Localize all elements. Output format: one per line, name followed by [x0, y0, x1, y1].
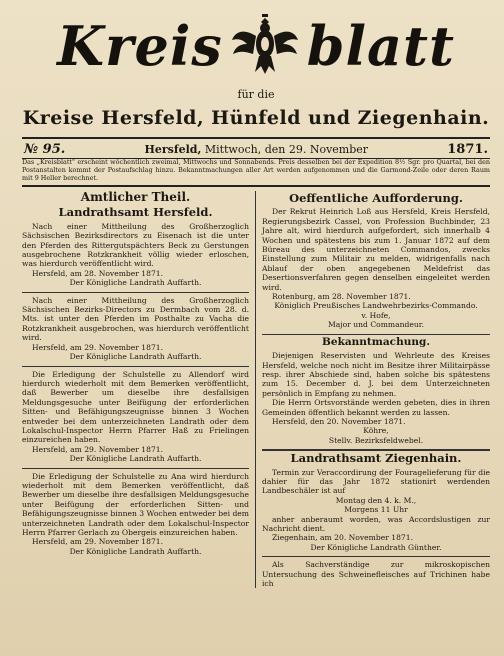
- office-title: Landrathsamt Hersfeld.: [58, 205, 213, 220]
- notice-4-text: Die Erledigung der Schulstelle zu Ana wird hierdurch wiederholt mit dem Bemerken veröffentlicht, daß Bewerber um dieselbe ihre desfallsigen Meldungsgesuche unter Beifügung der erforderlichen Sitten- und Befähigungszeugnisse binnen 3 Wochen entweder bei dem unterzeichneten Landrath oder dem Lokalschul-Inspector Herrn Pfarrer Gerlach zu Obergeis einzureichen haben.: [22, 471, 249, 537]
- bekanntmachung-signature-2: Stellv. Bezirksfeldwebel.: [328, 435, 424, 445]
- bekanntmachung-text-2: Die Herrn Ortsvorstände werden gebeten, dies in ihren Gemeinden öffentlich bekannt werden zu lassen.: [262, 398, 490, 417]
- notice-3-text: Die Erledigung der Schulstelle zu Allendorf wird hierdurch wiederholt mit dem Bemerken veröffentlicht, daß Bewerber um dieselbe ihre desfallsigen Meldungsgesuche unter Beifügung der erforderlichen Sitten- und Befähigungszeugnisse binnen 3 Wochen entweder bei dem unterzeichneten Landrath oder dem Lokalschul-Inspector Herrn Pfarrer Haß zu Frielingen einzureichen haben.: [22, 369, 249, 445]
- title-row: [22, 6, 490, 86]
- ziegenhain-signature: Der Königliche Landrath Günther.: [310, 542, 442, 552]
- aufforderung-signature-3: Major und Commandeur.: [328, 320, 424, 330]
- left-column: [22, 191, 256, 588]
- section-title: Amtlicher Theil.: [80, 190, 191, 204]
- bekanntmachung-signature-1: Köhre,: [363, 426, 389, 436]
- ziegenhain-when-1: Montag den 4. k. M.,: [335, 495, 417, 505]
- date-place: [145, 143, 369, 156]
- subscription-notice: Das „Kreisblatt" erscheint wöchentlich zweimal, Mittwochs und Sonnabends. Preis desselben bei der Expedition 8½ Sgr. pro Quartal, bei den Postanstalten kommt der Postaufschlag hinzu. Bekanntmachungen aller Art werden aufgenommen und die Garmond-Zeile oder deren Raum mit 9 Heller berechnet.: [22, 156, 490, 187]
- columns: [22, 191, 490, 588]
- divider: [22, 468, 249, 469]
- ziegenhain-text: Termin zur Veraccordirung der Fouragelieferung für die dahier für das Jahr 1872 stationirt werdenden Landbeschäler ist auf: [262, 467, 490, 496]
- kreise-line: Kreise Hersfeld, Hünfeld und Ziegenhain.: [22, 107, 490, 129]
- eagle-icon: [229, 10, 301, 82]
- ziegenhain-text-2: anher anberaumt worden, was Accordslustigen zur Nachricht dient.: [262, 514, 490, 533]
- dateline: [22, 137, 490, 159]
- notice-3-date: Hersfeld, am 29. November 1871.: [32, 444, 164, 454]
- heading-bekanntmachung: Bekanntmachung.: [322, 335, 430, 348]
- right-column: [256, 191, 490, 588]
- aufforderung-text: Der Rekrut Heinrich Loß aus Hersfeld, Kreis Hersfeld, Regierungsbezirk Cassel, von Profession Buchbinder, 23 Jahre alt, wird hierdurch aufgefordert, sich innerhalb 4 Wochen und spätestens bis zum 1. Januar 1872 auf dem Büreau des unterzeichneten Commandos, zwecks Einstellung zum Militair zu melden, widrigenfalls nach Ablauf der oben angegebenen Meldefrist das Desertionsverfahren gegen denselben eingeleitet werden wird.: [262, 207, 490, 292]
- heading-ziegenhain: Landrathsamt Ziegenhain.: [290, 451, 462, 466]
- ziegenhain-when-2: Morgens 11 Uhr: [344, 505, 408, 515]
- bekanntmachung-date: Hersfeld, den 20. November 1871.: [272, 416, 406, 426]
- trichinen-text: Als Sachverständige zur mikroskopischen Untersuchung des Schweinefleisches auf Trichinen habe ich: [262, 560, 490, 589]
- aufforderung-date: Rotenburg, am 28. November 1871.: [272, 292, 411, 302]
- title-right: blatt: [306, 14, 455, 78]
- divider: [262, 556, 490, 557]
- heading-aufforderung: Oeffentliche Aufforderung.: [289, 191, 463, 205]
- date: Mittwoch, den 29. November: [204, 143, 369, 156]
- notice-2-date: Hersfeld, am 29. November 1871.: [32, 342, 164, 352]
- notice-2-signature: Der Königliche Landrath Auffarth.: [69, 352, 202, 362]
- divider: [22, 292, 249, 293]
- notice-1-text: Nach einer Mittheilung des Großherzoglich Sächsischen Bezirksdirectors zu Eisenach ist die unter den Pferden des Rittergutspächters Beck zu Gerstungen ausgebrochene Rotzkrankheit völlig wieder erloschen, was hierdurch veröffentlicht wird.: [22, 221, 249, 269]
- issue-number: № 95.: [24, 142, 66, 157]
- aufforderung-signature-2: v. Hofe,: [361, 310, 391, 320]
- notice-4-date: Hersfeld, am 29. November 1871.: [32, 537, 164, 547]
- year: 1871.: [447, 142, 488, 157]
- bekanntmachung-text: Diejenigen Reservisten und Wehrleute des Kreises Hersfeld, welche noch nicht im Besitze ihrer Militairpässe resp. ihrer Abschiede sind, haben solche bis spätestens zum 15. December d. J. bei dem Unterzeichneten persönlich in Empfang zu nehmen.: [262, 351, 490, 398]
- notice-1-date: Hersfeld, am 28. November 1871.: [32, 268, 164, 278]
- divider: [22, 366, 249, 367]
- notice-1-signature: Der Königliche Landrath Auffarth.: [69, 278, 202, 288]
- notice-3-signature: Der Königliche Landrath Auffarth.: [69, 454, 202, 464]
- masthead: [22, 6, 490, 156]
- aufforderung-signature-1: Königlich Preußisches Landwehrbezirks-Commando.: [274, 301, 478, 311]
- notice-2-text: Nach einer Mittheilung des Großherzoglich Sächsischen Bezirks-Directors zu Dermbach vom 28. d. Mts. ist unter den Pferden im Posthalte zu Vacha die Rotzkrankheit ausgebrochen, was hierdurch veröffentlicht wird.: [22, 295, 249, 343]
- notice-4-signature: Der Königliche Landrath Auffarth.: [69, 546, 202, 556]
- divider: [262, 334, 490, 335]
- place: Hersfeld,: [144, 143, 202, 156]
- title-left: Kreis: [57, 14, 223, 78]
- ziegenhain-date: Ziegenhain, am 20. November 1871.: [272, 533, 413, 543]
- fuer-die: für die: [237, 88, 275, 101]
